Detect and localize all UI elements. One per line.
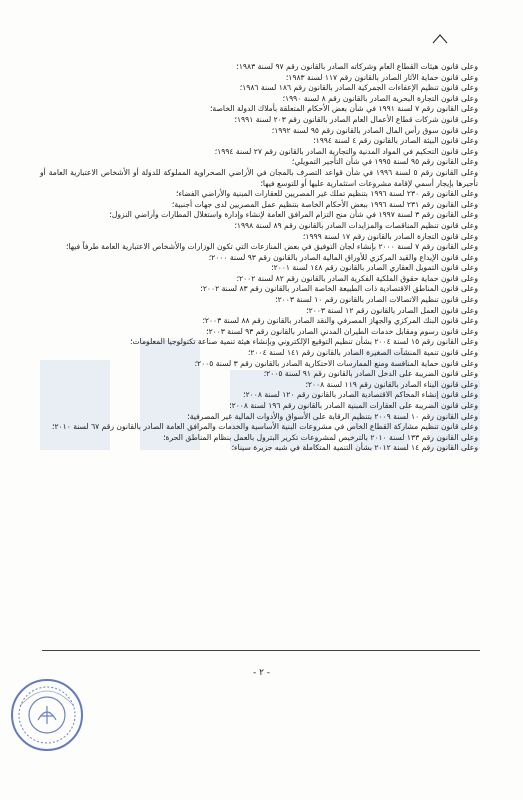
paragraph: وعلى قانون التمويل العقاري الصادر بالقانون رقم ١٤٨ لسنة ٢٠٠١؛ [271, 263, 478, 273]
body-text [40, 62, 478, 454]
paragraph: وعلى قانون رسوم ومقابل خدمات الطيران المدني الصادر بالقانون رقم ٩٣ لسنة ٢٠٠٣؛ [206, 326, 478, 336]
paragraph: وعلى القانون رقم ١٤ لسنة ٢٠١٢ بشأن التنمية المتكاملة في شبه جزيرة سيناء؛ [231, 443, 478, 453]
paragraph: وعلى القانون رقم ٧ لسنة ٢٠٠٠ بإنشاء لجان التوفيق في بعض المنازعات التي تكون الوزارات والأشخاص الاعتبارية العامة طرفاً فيها؛ [66, 242, 478, 252]
top-corner-mark [430, 33, 450, 45]
paragraph: وعلى القانون رقم ٩٥ لسنة ١٩٩٥ في شأن التأجير التمويلي؛ [291, 157, 478, 167]
paragraph: وعلى القانون رقم ١٥ لسنة ٢٠٠٤ بشأن تنظيم التوقيع الإلكتروني وبإنشاء هيئة تنمية صناعة تكنولوجيا المعلومات؛ [130, 337, 478, 347]
page-number: - ٢ - [252, 668, 271, 678]
paragraph: وعلى قانون العمل الصادر بالقانون رقم ١٢ لسنة ٢٠٠٣؛ [306, 305, 478, 315]
paragraph: وعلى قانون التجارة الصادر بالقانون رقم ١٧ لسنة ١٩٩٩؛ [302, 231, 478, 241]
paragraph: وعلى القانون رقم ٣ لسنة ١٩٩٧ في شأن منح التزام المرافق العامة لإنشاء وإدارة واستغلال المطارات وأراضي النزول؛ [109, 210, 478, 220]
paragraph: وعلى قانون حماية الآثار الصادر بالقانون رقم ١١٧ لسنة ١٩٨٣؛ [285, 72, 478, 82]
paragraph: وعلى قانون البناء الصادر بالقانون رقم ١١٩ لسنة ٢٠٠٨؛ [305, 379, 478, 389]
paragraph: وعلى قانون المناطق الاقتصادية ذات الطبيعة الخاصة الصادر بالقانون رقم ٨٣ لسنة ٢٠٠٢؛ [200, 284, 478, 294]
paragraph: وعلى قانون حماية المنافسة ومنع الممارسات الاحتكارية الصادر بالقانون رقم ٣ لسنة ٢٠٠٥؛ [194, 358, 478, 368]
paragraph: وعلى قانون تنظيم مشاركة القطاع الخاص في مشروعات البنية الأساسية والخدمات والمرافق العامة الصادر بالقانون رقم ٦٧ لسنة ٢٠١٠؛ [52, 422, 478, 432]
paragraph: وعلى القانون رقم ٥ لسنة ١٩٩٦ في شأن قواعد التصرف بالمجان في الأراضي الصحراوية المملوكة للدولة أو الأشخاص الاعتبارية العامة أو تأجيرها بإيجار أسمي لإقامة مشروعات استثمارية عليها أو للتوسع فيها؛ [40, 167, 479, 188]
paragraph: وعلى القانون رقم ٢٣١ لسنة ١٩٩٦ ببعض الأحكام الخاصة بتنظيم عمل المصريين لدى جهات أجنبية؛ [171, 199, 478, 209]
paragraph: وعلى قانون هيئات القطاع العام وشركاته الصادر بالقانون رقم ٩٧ لسنة ١٩٨٣؛ [236, 62, 478, 71]
paragraph: وعلى قانون البيئة الصادر بالقانون رقم ٤ لسنة ١٩٩٤؛ [313, 136, 478, 146]
paragraph: وعلى القانون رقم ١٠ لسنة ٢٠٠٩ بتنظيم الرقابة على الأسواق والأدوات المالية غير المصرفية؛ [187, 411, 478, 421]
paragraph: وعلى قانون شركات قطاع الأعمال العام الصادر بالقانون رقم ٢٠٣ لسنة ١٩٩١؛ [234, 114, 478, 124]
footer-divider [42, 650, 480, 651]
paragraph: وعلى قانون تنمية المنشآت الصغيرة الصادر بالقانون رقم ١٤١ لسنة ٢٠٠٤؛ [247, 348, 478, 358]
paragraph: وعلى قانون التحكيم في المواد المدنية والتجارية الصادر بالقانون رقم ٢٧ لسنة ١٩٩٤؛ [214, 146, 478, 156]
paragraph: وعلى قانون حماية حقوق الملكية الفكرية الصادر بالقانون رقم ٨٢ لسنة ٢٠٠٢؛ [236, 273, 478, 283]
paragraph: وعلى القانون رقم ١٣٣ لسنة ٢٠١٠ بالترخيص لمشروعات تكرير البترول بالعمل بنظام المناطق الحرة؛ [163, 432, 478, 442]
paragraph: وعلى قانون الضريبة على الدخل الصادر بالقانون رقم ٩١ لسنة ٢٠٠٥؛ [263, 369, 478, 379]
official-seal-stamp [8, 676, 86, 754]
paragraph: وعلى قانون تنظيم المناقصات والمزايدات الصادر بالقانون رقم ٨٩ لسنة ١٩٩٨؛ [234, 220, 478, 230]
paragraph: وعلى القانون رقم ٢٣٠ لسنة ١٩٩٦ بتنظيم تملك غير المصريين للعقارات المبنية والأراضي الفضاء؛ [175, 189, 478, 199]
paragraph: وعلى قانون تنظيم الإعفاءات الجمركية الصادر بالقانون رقم ١٨٦ لسنة ١٩٨٦؛ [239, 83, 478, 93]
paragraph: وعلى القانون رقم ٧ لسنة ١٩٩١ في شأن بعض الأحكام المتعلقة بأملاك الدولة الخاصة؛ [210, 104, 478, 114]
paragraph: وعلى قانون التجارة البحرية الصادر بالقانون رقم ٨ لسنة ١٩٩٠؛ [282, 93, 478, 103]
paragraph: وعلى قانون الضريبة على العقارات المبنية الصادر بالقانون رقم ١٩٦ لسنة ٢٠٠٨؛ [229, 401, 478, 410]
paragraph: وعلى قانون إنشاء المحاكم الاقتصادية الصادر بالقانون رقم ١٢٠ لسنة ٢٠٠٨؛ [243, 390, 478, 400]
paragraph: وعلى قانون البنك المركزي والجهاز المصرفي والنقد الصادر بالقانون رقم ٨٨ لسنة ٢٠٠٣؛ [202, 316, 478, 326]
paragraph: وعلى قانون سوق رأس المال الصادر بالقانون رقم ٩٥ لسنة ١٩٩٢؛ [271, 125, 478, 135]
paragraph: وعلى قانون الإيداع والقيد المركزي للأوراق المالية الصادر بالقانون رقم ٩٣ لسنة ٢٠٠٠؛ [208, 252, 478, 262]
paragraph: وعلى قانون تنظيم الاتصالات الصادر بالقانون رقم ١٠ لسنة ٢٠٠٣؛ [275, 295, 478, 305]
